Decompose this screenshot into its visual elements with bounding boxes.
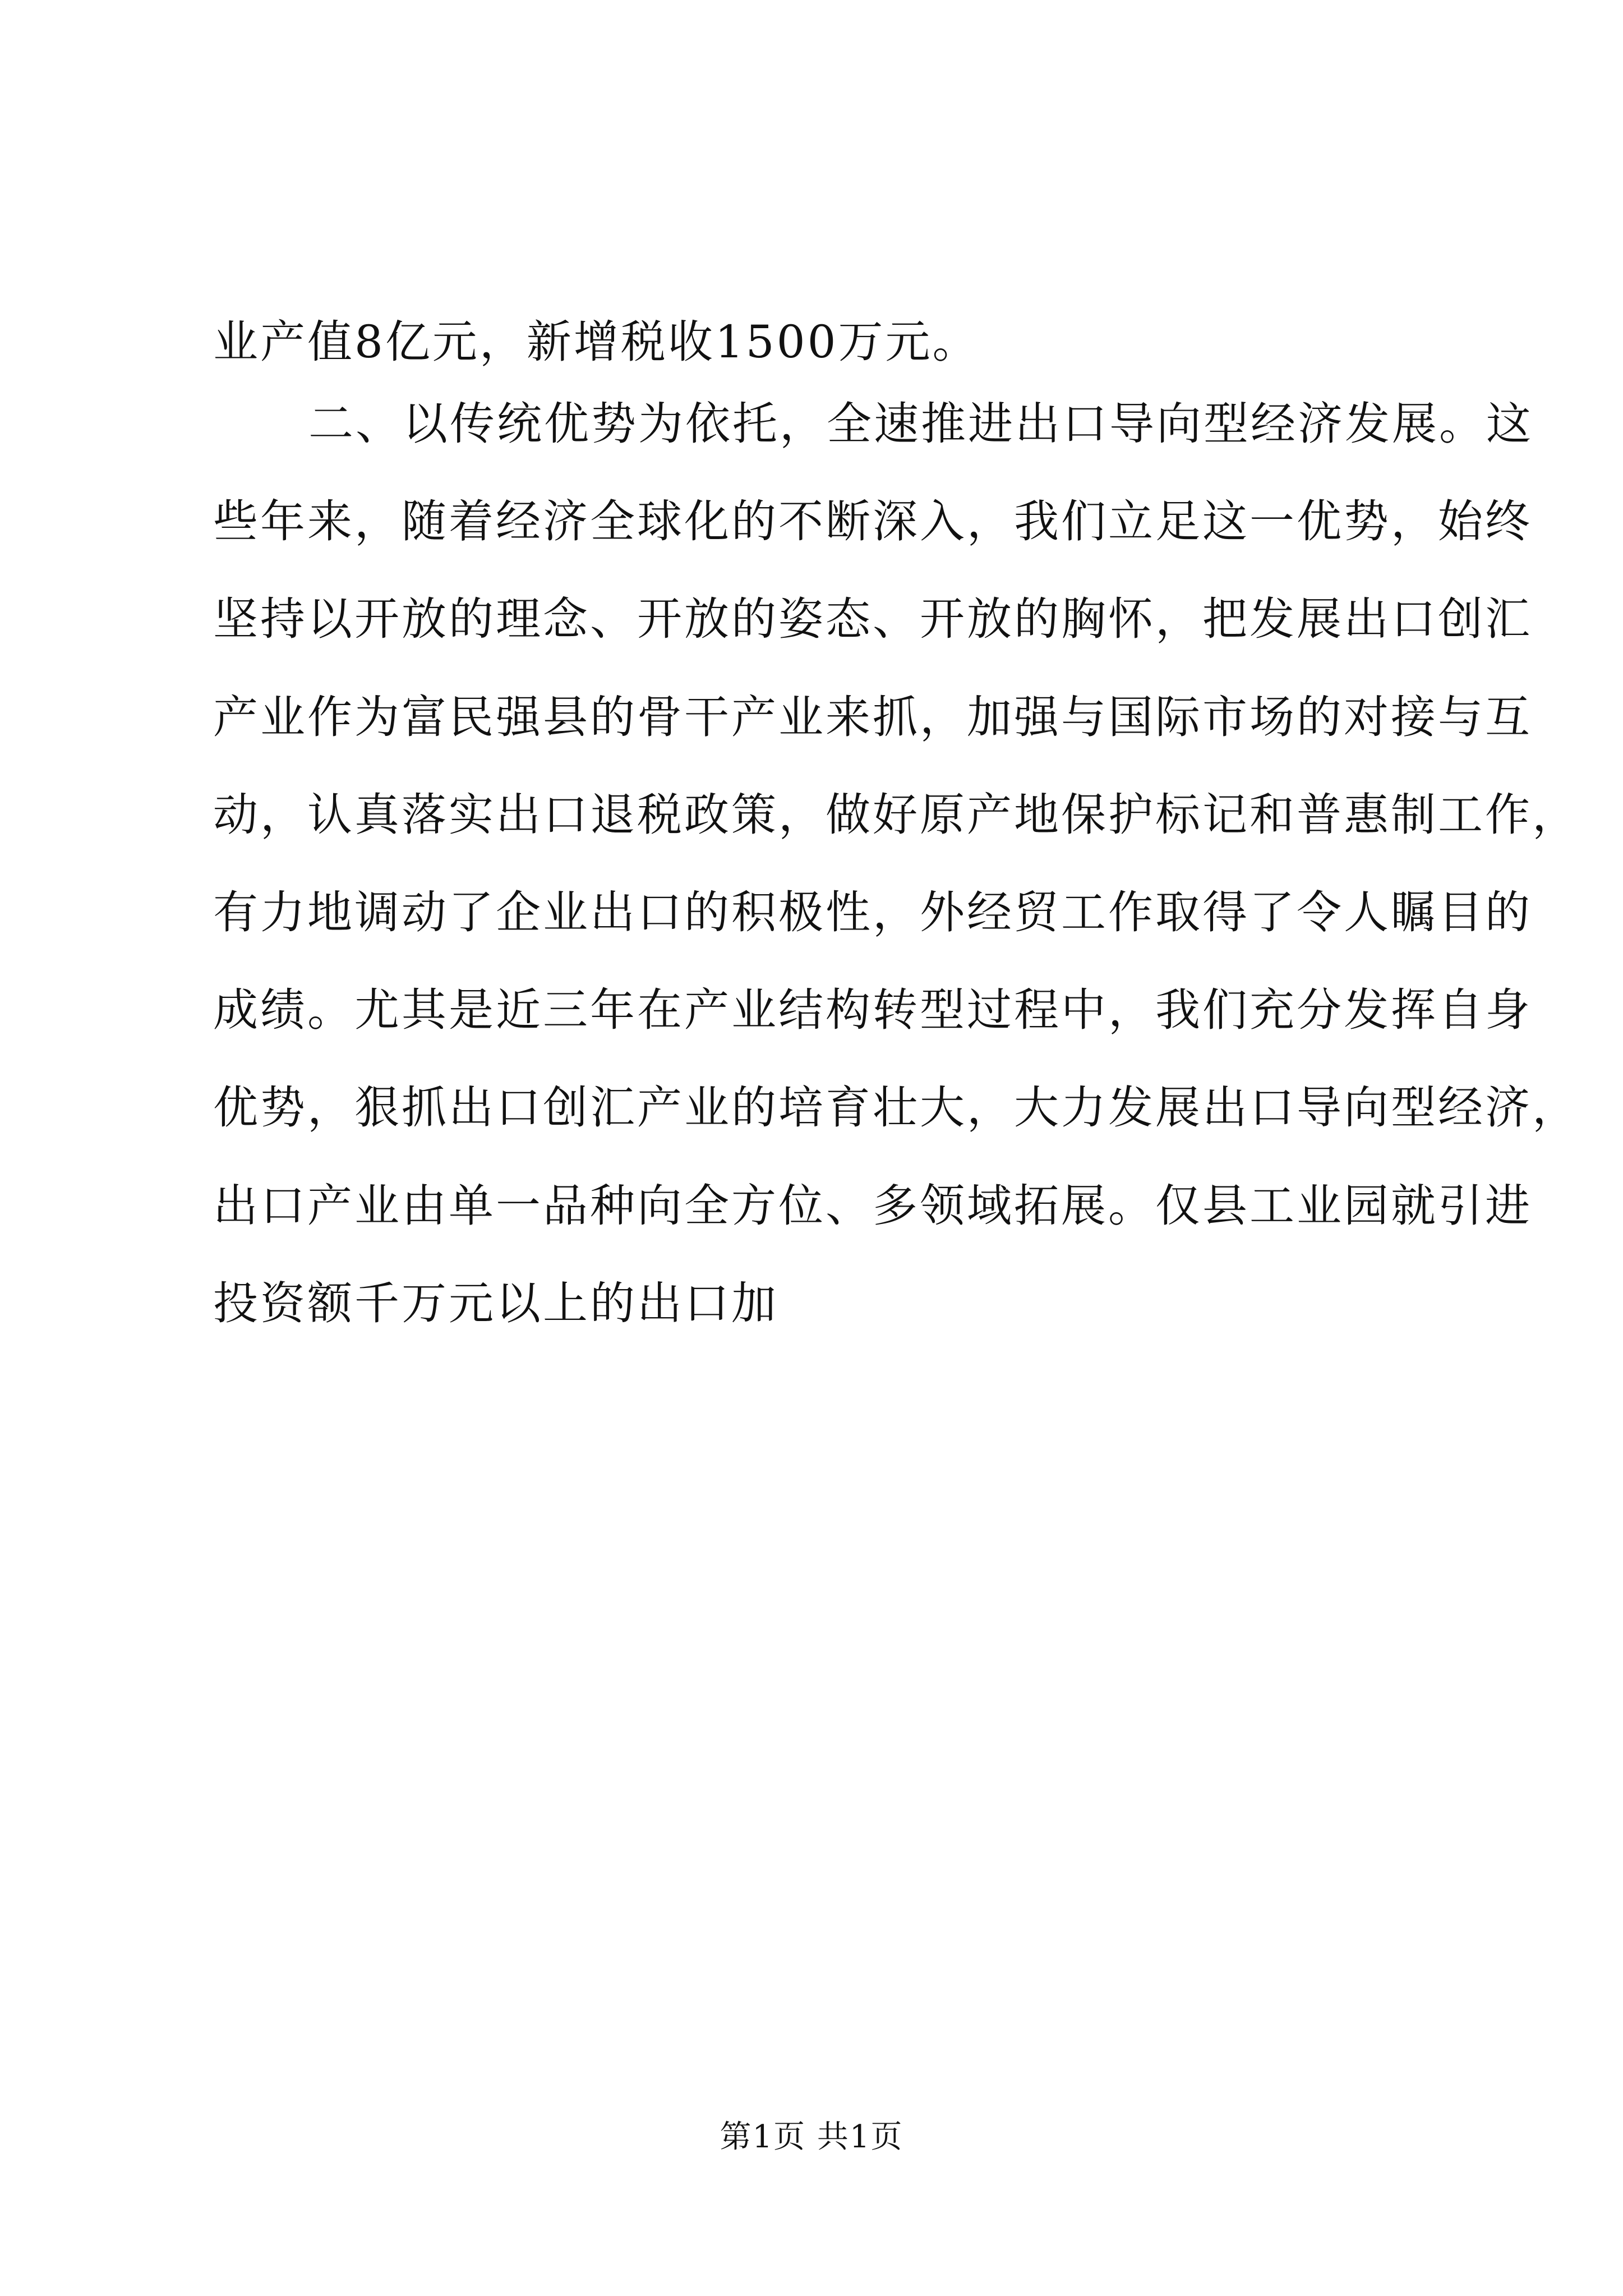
text-line: 成绩。尤其是近三年在产业结构转型过程中，我们充分发挥自身 [213, 984, 1532, 1036]
text-line: 投资额千万元以上的出口加 [213, 1277, 778, 1329]
text-line: 出口产业由单一品种向全方位、多领域拓展。仅县工业园就引进 [213, 1180, 1532, 1232]
text-line: 些年来，随着经济全球化的不断深入，我们立足这一优势，始终 [213, 495, 1532, 547]
text-line: 二、以传统优势为依托，全速推进出口导向型经济发展。这 [308, 398, 1533, 450]
text-line: 坚持以开放的理念、开放的姿态、开放的胸怀，把发展出口创汇 [213, 593, 1532, 645]
text-line: 产业作为富民强县的骨干产业来抓，加强与国际市场的对接与互 [213, 691, 1532, 743]
text-line: 优势，狠抓出口创汇产业的培育壮大，大力发展出口导向型经济， [213, 1082, 1579, 1134]
text-line: 有力地调动了企业出口的积极性，外经贸工作取得了令人瞩目的 [213, 886, 1532, 938]
text-line: 动，认真落实出口退税政策，做好原产地保护标记和普惠制工作， [213, 789, 1579, 841]
page-number-footer: 第1页 共1页 [720, 2119, 903, 2155]
text-line: 业产值8亿元，新增税收1500万元。 [213, 316, 980, 368]
